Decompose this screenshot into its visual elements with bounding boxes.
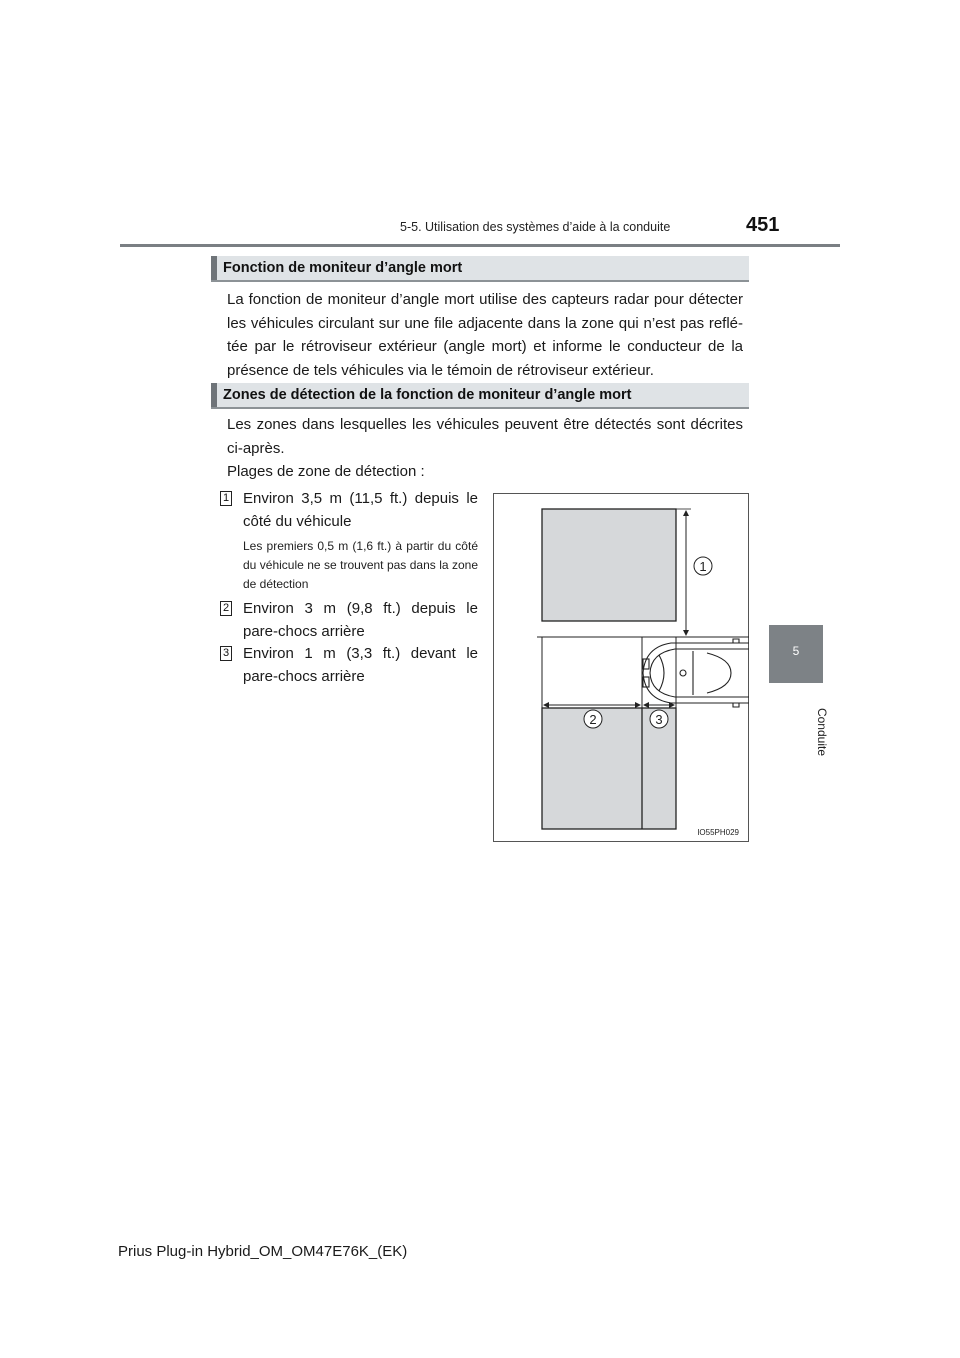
section-heading-text: Zones de détection de la fonction de moniteur d’angle mort — [223, 387, 632, 403]
heading-accent-bar — [211, 383, 217, 407]
footer-document-id: Prius Plug-in Hybrid_OM_OM47E76K_(EK) — [118, 1243, 408, 1260]
intro-paragraph: La fonction de moniteur d’angle mort utilise des capteurs radar pour détecter les véhicules circulant sur une file adjacente dans la zone qui n’est pas reflé-tée par le rétroviseur extérieur (angle mort) et informe le conducteur de la présence de tels véhicules via le témoin de rétroviseur extérieur. — [227, 291, 743, 379]
heading-accent-bar — [211, 256, 217, 280]
callout-3: 3 — [655, 712, 663, 727]
zone-2-number-badge: 2 — [220, 601, 232, 616]
section-heading-text: Fonction de moniteur d’angle mort — [223, 260, 463, 276]
zone-1-number-badge: 1 — [220, 491, 232, 506]
header-section-title: 5-5. Utilisation des systèmes d’aide à la conduite — [400, 220, 671, 234]
side-detection-zone — [542, 509, 676, 621]
section-heading-detection-zones — [211, 383, 749, 409]
detection-zone-diagram — [493, 493, 749, 842]
zones-ranges-label: Plages de zone de détection : — [227, 463, 425, 480]
header-rule — [120, 244, 840, 247]
zone-1-text: Environ 3,5 m (11,5 ft.) depuis le côté du véhicule — [243, 490, 478, 530]
zone-2-text: Environ 3 m (9,8 ft.) depuis le pare-chocs arrière — [243, 600, 478, 640]
section-heading-blind-spot-function — [211, 256, 749, 282]
chapter-label: Conduite — [815, 707, 829, 757]
zone-1-note: Les premiers 0,5 m (1,6 ft.) à partir du côté du véhicule ne se trouvent pas dans la zone de détection — [243, 539, 478, 591]
callout-2: 2 — [589, 712, 597, 727]
zone-3-number-badge: 3 — [220, 646, 232, 661]
chapter-number: 5 — [792, 644, 800, 658]
callout-1: 1 — [699, 559, 707, 574]
diagram-code: IO55PH029 — [697, 828, 739, 837]
page-number: 451 — [746, 214, 780, 236]
zone-3-text: Environ 1 m (3,3 ft.) devant le pare-chocs arrière — [243, 645, 478, 685]
chapter-tab — [769, 625, 823, 683]
zones-description: Les zones dans lesquelles les véhicules peuvent être détectés sont décrites ci-après. — [227, 416, 743, 457]
